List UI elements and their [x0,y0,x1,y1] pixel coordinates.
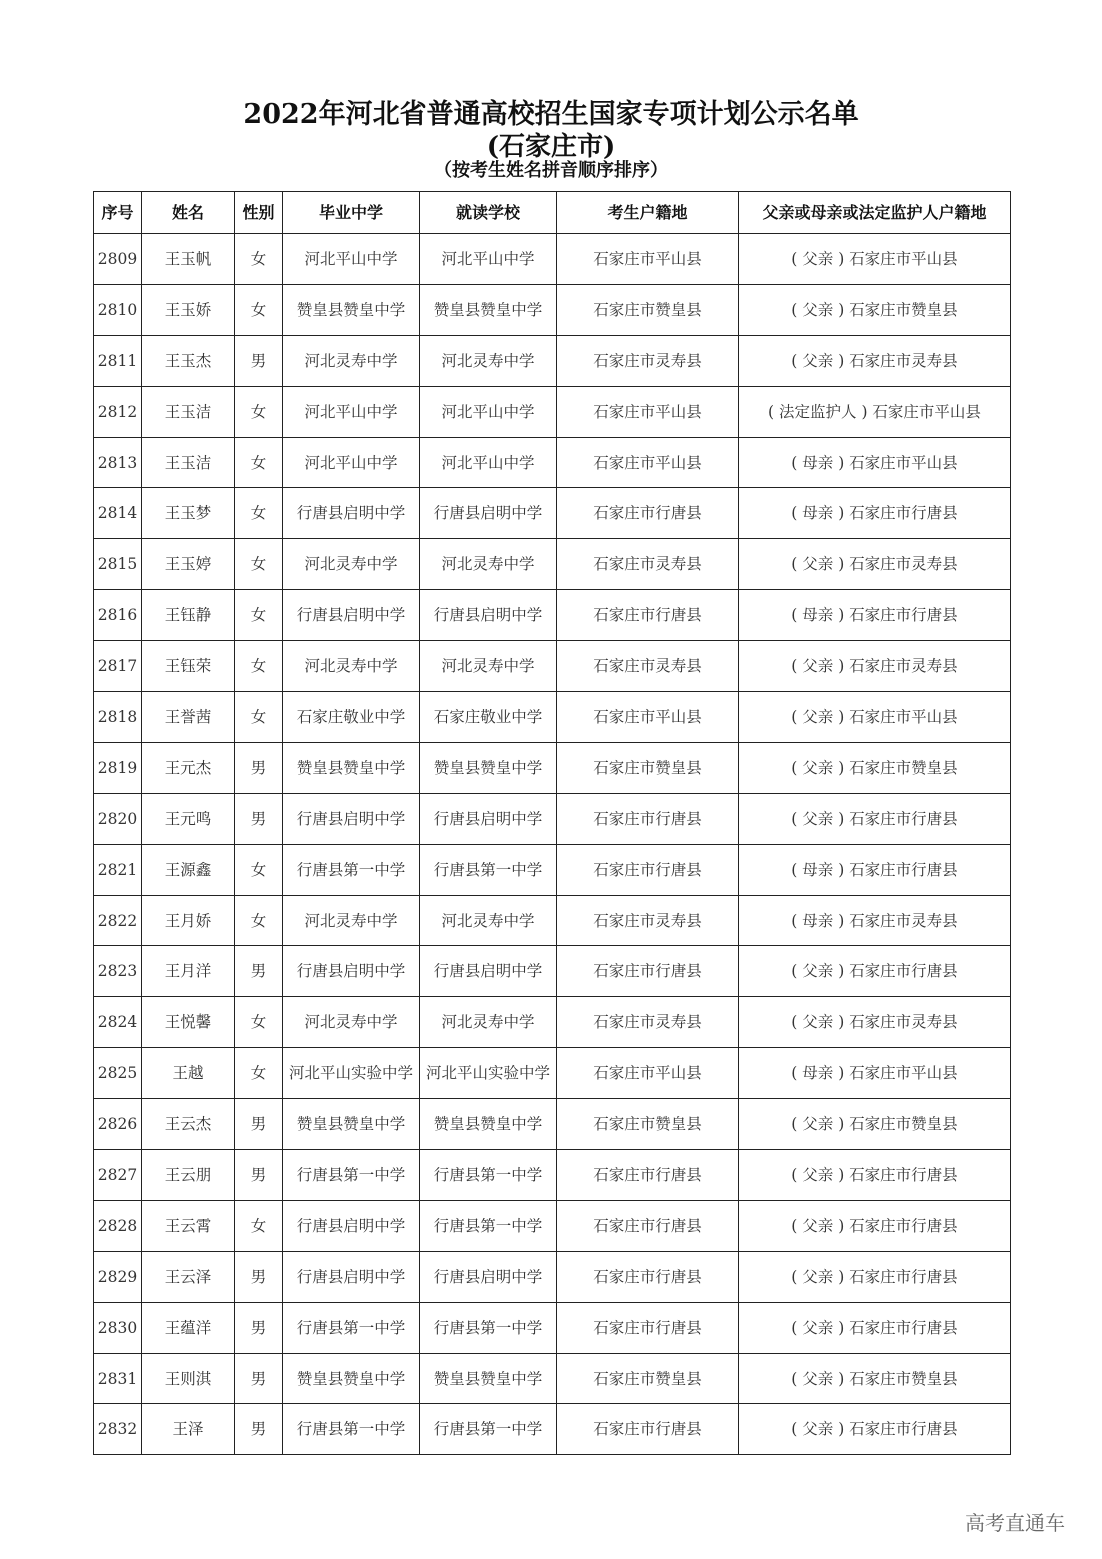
cell-gender: 女 [235,437,283,488]
table-row [94,1251,1011,1302]
cell-seq: 2831 [94,1353,142,1404]
cell-guardian-household: ( 父亲 ) 石家庄市赞皇县 [739,1353,1011,1404]
cell-current-school: 石家庄敬业中学 [420,692,557,743]
header-gender: 性别 [235,192,283,234]
cell-seq: 2823 [94,946,142,997]
cell-gender: 女 [235,539,283,590]
cell-gender: 男 [235,1099,283,1150]
cell-name: 王元鸣 [142,793,235,844]
cell-gender: 男 [235,1302,283,1353]
cell-seq: 2832 [94,1404,142,1455]
cell-name: 王蕴洋 [142,1302,235,1353]
cell-current-school: 河北灵寿中学 [420,539,557,590]
cell-name: 王源鑫 [142,844,235,895]
cell-graduated-school: 行唐县第一中学 [283,844,420,895]
table-row [94,1048,1011,1099]
cell-guardian-household: ( 母亲 ) 石家庄市平山县 [739,1048,1011,1099]
cell-guardian-household: ( 母亲 ) 石家庄市行唐县 [739,590,1011,641]
header-household: 考生户籍地 [557,192,739,234]
cell-guardian-household: ( 父亲 ) 石家庄市行唐县 [739,1302,1011,1353]
cell-graduated-school: 行唐县启明中学 [283,793,420,844]
cell-household: 石家庄市赞皇县 [557,742,739,793]
table-row [94,1353,1011,1404]
table-row [94,488,1011,539]
cell-graduated-school: 赞皇县赞皇中学 [283,1353,420,1404]
cell-seq: 2819 [94,742,142,793]
table-row [94,539,1011,590]
cell-guardian-household: ( 母亲 ) 石家庄市平山县 [739,437,1011,488]
cell-seq: 2810 [94,284,142,335]
cell-gender: 女 [235,590,283,641]
cell-seq: 2820 [94,793,142,844]
cell-gender: 男 [235,742,283,793]
cell-gender: 男 [235,1251,283,1302]
cell-current-school: 赞皇县赞皇中学 [420,742,557,793]
cell-graduated-school: 河北平山中学 [283,437,420,488]
cell-current-school: 行唐县启明中学 [420,590,557,641]
document-subtitle: (石家庄市) [486,132,616,162]
cell-current-school: 行唐县启明中学 [420,1251,557,1302]
cell-graduated-school: 河北灵寿中学 [283,641,420,692]
cell-current-school: 河北灵寿中学 [420,895,557,946]
table-row [94,895,1011,946]
cell-graduated-school: 河北灵寿中学 [283,539,420,590]
table-row [94,590,1011,641]
cell-guardian-household: ( 父亲 ) 石家庄市赞皇县 [739,284,1011,335]
cell-graduated-school: 河北灵寿中学 [283,335,420,386]
cell-current-school: 河北平山实验中学 [420,1048,557,1099]
cell-seq: 2816 [94,590,142,641]
cell-graduated-school: 行唐县启明中学 [283,946,420,997]
cell-household: 石家庄市行唐县 [557,1302,739,1353]
cell-household: 石家庄市行唐县 [557,1150,739,1201]
cell-guardian-household: ( 父亲 ) 石家庄市行唐县 [739,946,1011,997]
table-row [94,844,1011,895]
table-row [94,386,1011,437]
cell-name: 王玉洁 [142,437,235,488]
cell-name: 王泽 [142,1404,235,1455]
cell-name: 王云霄 [142,1200,235,1251]
cell-graduated-school: 行唐县启明中学 [283,590,420,641]
cell-household: 石家庄市灵寿县 [557,895,739,946]
header-guardian-household: 父亲或母亲或法定监护人户籍地 [739,192,1011,234]
cell-household: 石家庄市平山县 [557,437,739,488]
cell-current-school: 赞皇县赞皇中学 [420,1353,557,1404]
cell-current-school: 河北平山中学 [420,386,557,437]
cell-household: 石家庄市平山县 [557,1048,739,1099]
cell-household: 石家庄市灵寿县 [557,335,739,386]
cell-name: 王元杰 [142,742,235,793]
cell-name: 王玉婷 [142,539,235,590]
sort-note: （按考生姓名拼音顺序排序） [434,160,668,181]
cell-guardian-household: ( 父亲 ) 石家庄市行唐县 [739,1200,1011,1251]
cell-seq: 2813 [94,437,142,488]
cell-gender: 女 [235,895,283,946]
cell-current-school: 行唐县第一中学 [420,1150,557,1201]
cell-graduated-school: 河北平山实验中学 [283,1048,420,1099]
cell-household: 石家庄市平山县 [557,386,739,437]
cell-gender: 女 [235,488,283,539]
cell-seq: 2830 [94,1302,142,1353]
cell-graduated-school: 赞皇县赞皇中学 [283,742,420,793]
cell-seq: 2817 [94,641,142,692]
cell-guardian-household: ( 父亲 ) 石家庄市行唐县 [739,1251,1011,1302]
cell-graduated-school: 行唐县第一中学 [283,1150,420,1201]
cell-gender: 男 [235,1353,283,1404]
header-name: 姓名 [142,192,235,234]
cell-name: 王云泽 [142,1251,235,1302]
cell-gender: 女 [235,692,283,743]
cell-household: 石家庄市行唐县 [557,1404,739,1455]
table-row [94,1150,1011,1201]
table-row [94,1099,1011,1150]
cell-gender: 女 [235,386,283,437]
cell-graduated-school: 行唐县第一中学 [283,1404,420,1455]
cell-household: 石家庄市赞皇县 [557,1353,739,1404]
cell-household: 石家庄市行唐县 [557,1251,739,1302]
cell-gender: 女 [235,641,283,692]
cell-name: 王云杰 [142,1099,235,1150]
cell-household: 石家庄市平山县 [557,692,739,743]
cell-guardian-household: ( 法定监护人 ) 石家庄市平山县 [739,386,1011,437]
cell-household: 石家庄市灵寿县 [557,641,739,692]
table-row [94,793,1011,844]
cell-household: 石家庄市行唐县 [557,1200,739,1251]
cell-seq: 2826 [94,1099,142,1150]
cell-guardian-household: ( 父亲 ) 石家庄市灵寿县 [739,335,1011,386]
cell-gender: 女 [235,284,283,335]
cell-graduated-school: 石家庄敬业中学 [283,692,420,743]
cell-household: 石家庄市赞皇县 [557,284,739,335]
table-row [94,692,1011,743]
cell-name: 王玉帆 [142,234,235,285]
table-row [94,437,1011,488]
cell-seq: 2829 [94,1251,142,1302]
cell-current-school: 河北灵寿中学 [420,335,557,386]
cell-guardian-household: ( 父亲 ) 石家庄市行唐县 [739,1150,1011,1201]
cell-graduated-school: 河北灵寿中学 [283,997,420,1048]
cell-guardian-household: ( 父亲 ) 石家庄市赞皇县 [739,742,1011,793]
cell-seq: 2821 [94,844,142,895]
cell-seq: 2814 [94,488,142,539]
cell-household: 石家庄市灵寿县 [557,997,739,1048]
cell-household: 石家庄市行唐县 [557,946,739,997]
cell-household: 石家庄市平山县 [557,234,739,285]
cell-guardian-household: ( 父亲 ) 石家庄市平山县 [739,234,1011,285]
table-row [94,335,1011,386]
candidate-table [93,191,1011,1455]
cell-seq: 2815 [94,539,142,590]
cell-graduated-school: 行唐县启明中学 [283,1200,420,1251]
header-current-school: 就读学校 [420,192,557,234]
cell-current-school: 行唐县启明中学 [420,793,557,844]
cell-household: 石家庄市灵寿县 [557,539,739,590]
cell-guardian-household: ( 父亲 ) 石家庄市行唐县 [739,793,1011,844]
cell-guardian-household: ( 父亲 ) 石家庄市灵寿县 [739,539,1011,590]
cell-gender: 女 [235,234,283,285]
cell-current-school: 行唐县第一中学 [420,844,557,895]
cell-current-school: 河北平山中学 [420,437,557,488]
cell-current-school: 河北平山中学 [420,234,557,285]
cell-gender: 男 [235,1404,283,1455]
cell-gender: 男 [235,946,283,997]
cell-graduated-school: 河北平山中学 [283,234,420,285]
cell-guardian-household: ( 母亲 ) 石家庄市灵寿县 [739,895,1011,946]
table-row [94,284,1011,335]
cell-graduated-school: 河北平山中学 [283,386,420,437]
cell-name: 王越 [142,1048,235,1099]
cell-gender: 女 [235,1200,283,1251]
table-row [94,946,1011,997]
cell-seq: 2812 [94,386,142,437]
cell-gender: 男 [235,1150,283,1201]
table-header-row [94,192,1011,234]
table-row [94,1302,1011,1353]
cell-graduated-school: 行唐县启明中学 [283,488,420,539]
cell-guardian-household: ( 父亲 ) 石家庄市行唐县 [739,1404,1011,1455]
document-title: 2022年河北省普通高校招生国家专项计划公示名单 [243,99,859,130]
cell-seq: 2827 [94,1150,142,1201]
cell-name: 王钰荣 [142,641,235,692]
cell-current-school: 赞皇县赞皇中学 [420,284,557,335]
cell-current-school: 赞皇县赞皇中学 [420,1099,557,1150]
cell-seq: 2809 [94,234,142,285]
table-row [94,641,1011,692]
cell-guardian-household: ( 父亲 ) 石家庄市赞皇县 [739,1099,1011,1150]
cell-guardian-household: ( 母亲 ) 石家庄市行唐县 [739,844,1011,895]
cell-seq: 2818 [94,692,142,743]
cell-household: 石家庄市行唐县 [557,844,739,895]
table-row [94,1404,1011,1455]
cell-graduated-school: 行唐县第一中学 [283,1302,420,1353]
cell-gender: 男 [235,793,283,844]
table-row [94,742,1011,793]
cell-household: 石家庄市赞皇县 [557,1099,739,1150]
cell-current-school: 行唐县第一中学 [420,1302,557,1353]
cell-name: 王月娇 [142,895,235,946]
cell-seq: 2825 [94,1048,142,1099]
cell-name: 王玉洁 [142,386,235,437]
cell-graduated-school: 行唐县启明中学 [283,1251,420,1302]
cell-name: 王誉茜 [142,692,235,743]
cell-guardian-household: ( 母亲 ) 石家庄市行唐县 [739,488,1011,539]
cell-name: 王钰静 [142,590,235,641]
watermark: 高考直通车 [965,1511,1065,1535]
cell-gender: 女 [235,997,283,1048]
header-seq: 序号 [94,192,142,234]
cell-seq: 2828 [94,1200,142,1251]
cell-household: 石家庄市行唐县 [557,793,739,844]
table-row [94,1200,1011,1251]
cell-household: 石家庄市行唐县 [557,488,739,539]
cell-current-school: 河北灵寿中学 [420,997,557,1048]
cell-current-school: 行唐县第一中学 [420,1200,557,1251]
cell-name: 王玉娇 [142,284,235,335]
cell-seq: 2811 [94,335,142,386]
table-row [94,234,1011,285]
cell-name: 王悦馨 [142,997,235,1048]
cell-guardian-household: ( 父亲 ) 石家庄市灵寿县 [739,997,1011,1048]
cell-current-school: 行唐县启明中学 [420,946,557,997]
cell-current-school: 行唐县启明中学 [420,488,557,539]
cell-seq: 2822 [94,895,142,946]
cell-graduated-school: 赞皇县赞皇中学 [283,284,420,335]
cell-name: 王云朋 [142,1150,235,1201]
cell-gender: 女 [235,1048,283,1099]
cell-name: 王则淇 [142,1353,235,1404]
cell-graduated-school: 河北灵寿中学 [283,895,420,946]
cell-name: 王玉梦 [142,488,235,539]
cell-guardian-household: ( 父亲 ) 石家庄市平山县 [739,692,1011,743]
cell-name: 王月洋 [142,946,235,997]
cell-gender: 女 [235,844,283,895]
cell-household: 石家庄市行唐县 [557,590,739,641]
cell-current-school: 行唐县第一中学 [420,1404,557,1455]
cell-current-school: 河北灵寿中学 [420,641,557,692]
cell-name: 王玉杰 [142,335,235,386]
cell-graduated-school: 赞皇县赞皇中学 [283,1099,420,1150]
table-row [94,997,1011,1048]
cell-guardian-household: ( 父亲 ) 石家庄市灵寿县 [739,641,1011,692]
cell-seq: 2824 [94,997,142,1048]
header-graduated-school: 毕业中学 [283,192,420,234]
cell-gender: 男 [235,335,283,386]
